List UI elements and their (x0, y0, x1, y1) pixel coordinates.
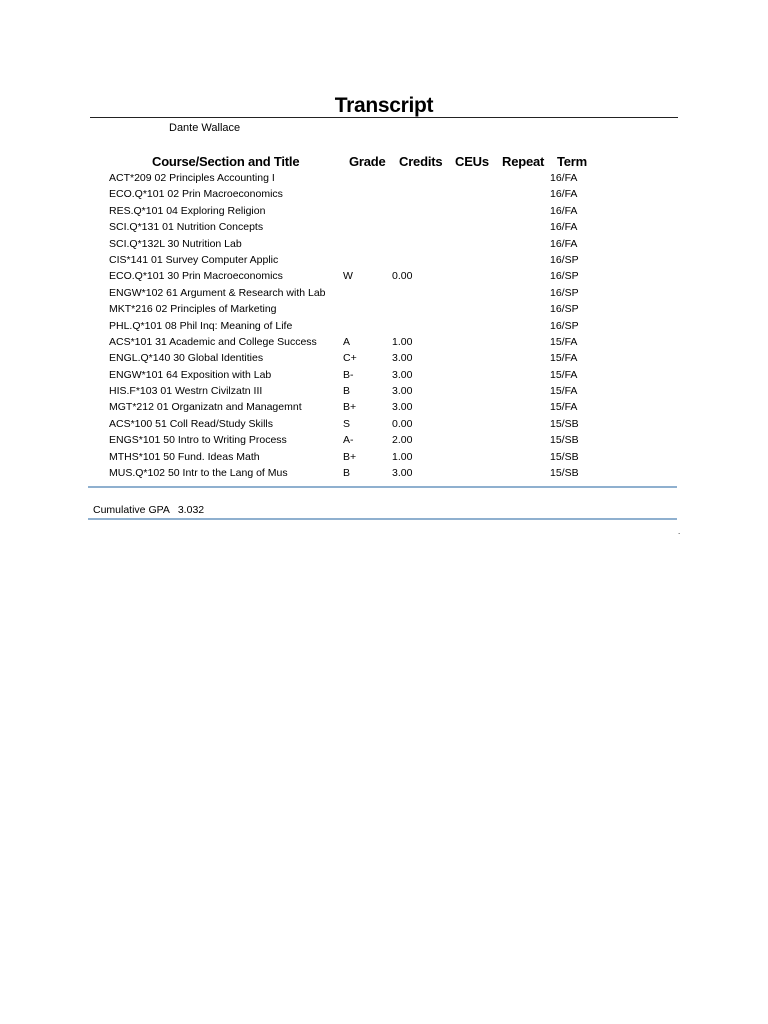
course-grade: B (343, 385, 351, 398)
course-credits: 1.00 (392, 335, 413, 348)
course-term: 16/SP (550, 286, 579, 299)
column-header-ceus: CEUs (455, 154, 489, 169)
course-term: 15/SB (550, 467, 579, 480)
course-credits: 3.00 (392, 385, 413, 398)
table-row (0, 318, 768, 334)
course-title: RES.Q*101 04 Exploring Religion (109, 204, 266, 217)
course-title: ACT*209 02 Principles Accounting I (109, 172, 275, 184)
course-title: MTHS*101 50 Fund. Ideas Math (109, 450, 260, 463)
column-header-term: Term (557, 154, 588, 169)
course-grade: A (343, 335, 351, 348)
course-term: 15/FA (550, 335, 578, 348)
course-term: 15/FA (550, 385, 578, 398)
course-title: MGT*212 01 Organizatn and Managemnt (109, 401, 302, 414)
course-title: ENGL.Q*140 30 Global Identities (109, 352, 264, 365)
table-row (0, 449, 768, 465)
course-term: 16/SP (550, 303, 579, 316)
course-term: 16/FA (550, 221, 578, 234)
course-grade: B (343, 467, 351, 480)
page-title: Transcript (334, 94, 434, 117)
table-row (0, 285, 768, 301)
course-term: 16/SP (550, 319, 579, 332)
table-row (0, 219, 768, 235)
course-term: 16/FA (550, 172, 578, 184)
course-table (0, 170, 768, 481)
table-row (0, 350, 768, 366)
course-grade: B- (343, 368, 354, 381)
course-title: ECO.Q*101 30 Prin Macroeconomics (109, 270, 283, 283)
table-row (0, 252, 768, 268)
table-row (0, 301, 768, 317)
course-credits: 3.00 (392, 467, 413, 480)
course-term: 15/FA (550, 368, 578, 381)
course-term: 15/SB (550, 417, 579, 430)
course-grade: S (343, 417, 351, 430)
cumulative-gpa (93, 504, 204, 516)
course-grade: A- (343, 434, 354, 447)
course-credits: 2.00 (392, 434, 413, 447)
table-row (0, 268, 768, 284)
table-row (0, 236, 768, 252)
title-divider (90, 117, 678, 118)
course-grade: C+ (343, 352, 357, 365)
course-credits: 3.00 (392, 401, 413, 414)
course-title: ACS*100 51 Coll Read/Study Skills (109, 417, 274, 430)
course-term: 16/FA (550, 188, 578, 201)
course-grade: W (343, 270, 353, 283)
course-credits: 0.00 (392, 270, 413, 283)
course-title: MUS.Q*102 50 Intr to the Lang of Mus (109, 467, 288, 480)
table-row (0, 465, 768, 481)
table-row (0, 383, 768, 399)
course-term: 15/FA (550, 352, 578, 365)
table-row (0, 432, 768, 448)
course-grade: B+ (343, 401, 357, 414)
gpa-label: Cumulative GPA (93, 504, 170, 516)
footer-mark: . (678, 527, 681, 536)
course-term: 15/FA (550, 401, 578, 414)
course-title: HIS.F*103 01 Westrn Civilzatn III (109, 385, 263, 398)
course-term: 15/SB (550, 434, 579, 447)
table-row (0, 186, 768, 202)
column-header-credits: Credits (399, 154, 443, 169)
column-header-grade: Grade (349, 154, 386, 169)
course-title: PHL.Q*101 08 Phil Inq: Meaning of Life (109, 319, 293, 332)
course-title: ACS*101 31 Academic and College Success (109, 335, 317, 348)
course-title: ECO.Q*101 02 Prin Macroeconomics (109, 188, 283, 201)
table-row (0, 416, 768, 432)
course-title: MKT*216 02 Principles of Marketing (109, 303, 277, 316)
course-title: ENGW*101 64 Exposition with Lab (109, 368, 272, 381)
course-title: SCI.Q*131 01 Nutrition Concepts (109, 221, 264, 234)
column-header-repeat: Repeat (502, 154, 545, 169)
course-term: 16/SP (550, 253, 579, 266)
course-term: 16/FA (550, 237, 578, 250)
course-term: 15/SB (550, 450, 579, 463)
table-row (0, 367, 768, 383)
course-title: CIS*141 01 Survey Computer Applic (109, 253, 279, 266)
course-grade: B+ (343, 450, 357, 463)
table-row (0, 334, 768, 350)
table-row (0, 399, 768, 415)
course-title: SCI.Q*132L 30 Nutrition Lab (109, 237, 242, 250)
table-row (0, 170, 768, 186)
course-credits: 3.00 (392, 368, 413, 381)
course-term: 16/FA (550, 204, 578, 217)
course-credits: 3.00 (392, 352, 413, 365)
course-title: ENGS*101 50 Intro to Writing Process (109, 434, 287, 447)
table-row (0, 203, 768, 219)
student-name: Dante Wallace (169, 122, 241, 134)
course-credits: 0.00 (392, 417, 413, 430)
course-title: ENGW*102 61 Argument & Research with Lab (109, 286, 326, 299)
course-credits: 1.00 (392, 450, 413, 463)
course-term: 16/SP (550, 270, 579, 283)
gpa-value: 3.032 (177, 504, 205, 516)
table-end-divider (88, 486, 677, 488)
column-header-course: Course/Section and Title (152, 154, 300, 169)
gpa-divider (88, 518, 677, 520)
